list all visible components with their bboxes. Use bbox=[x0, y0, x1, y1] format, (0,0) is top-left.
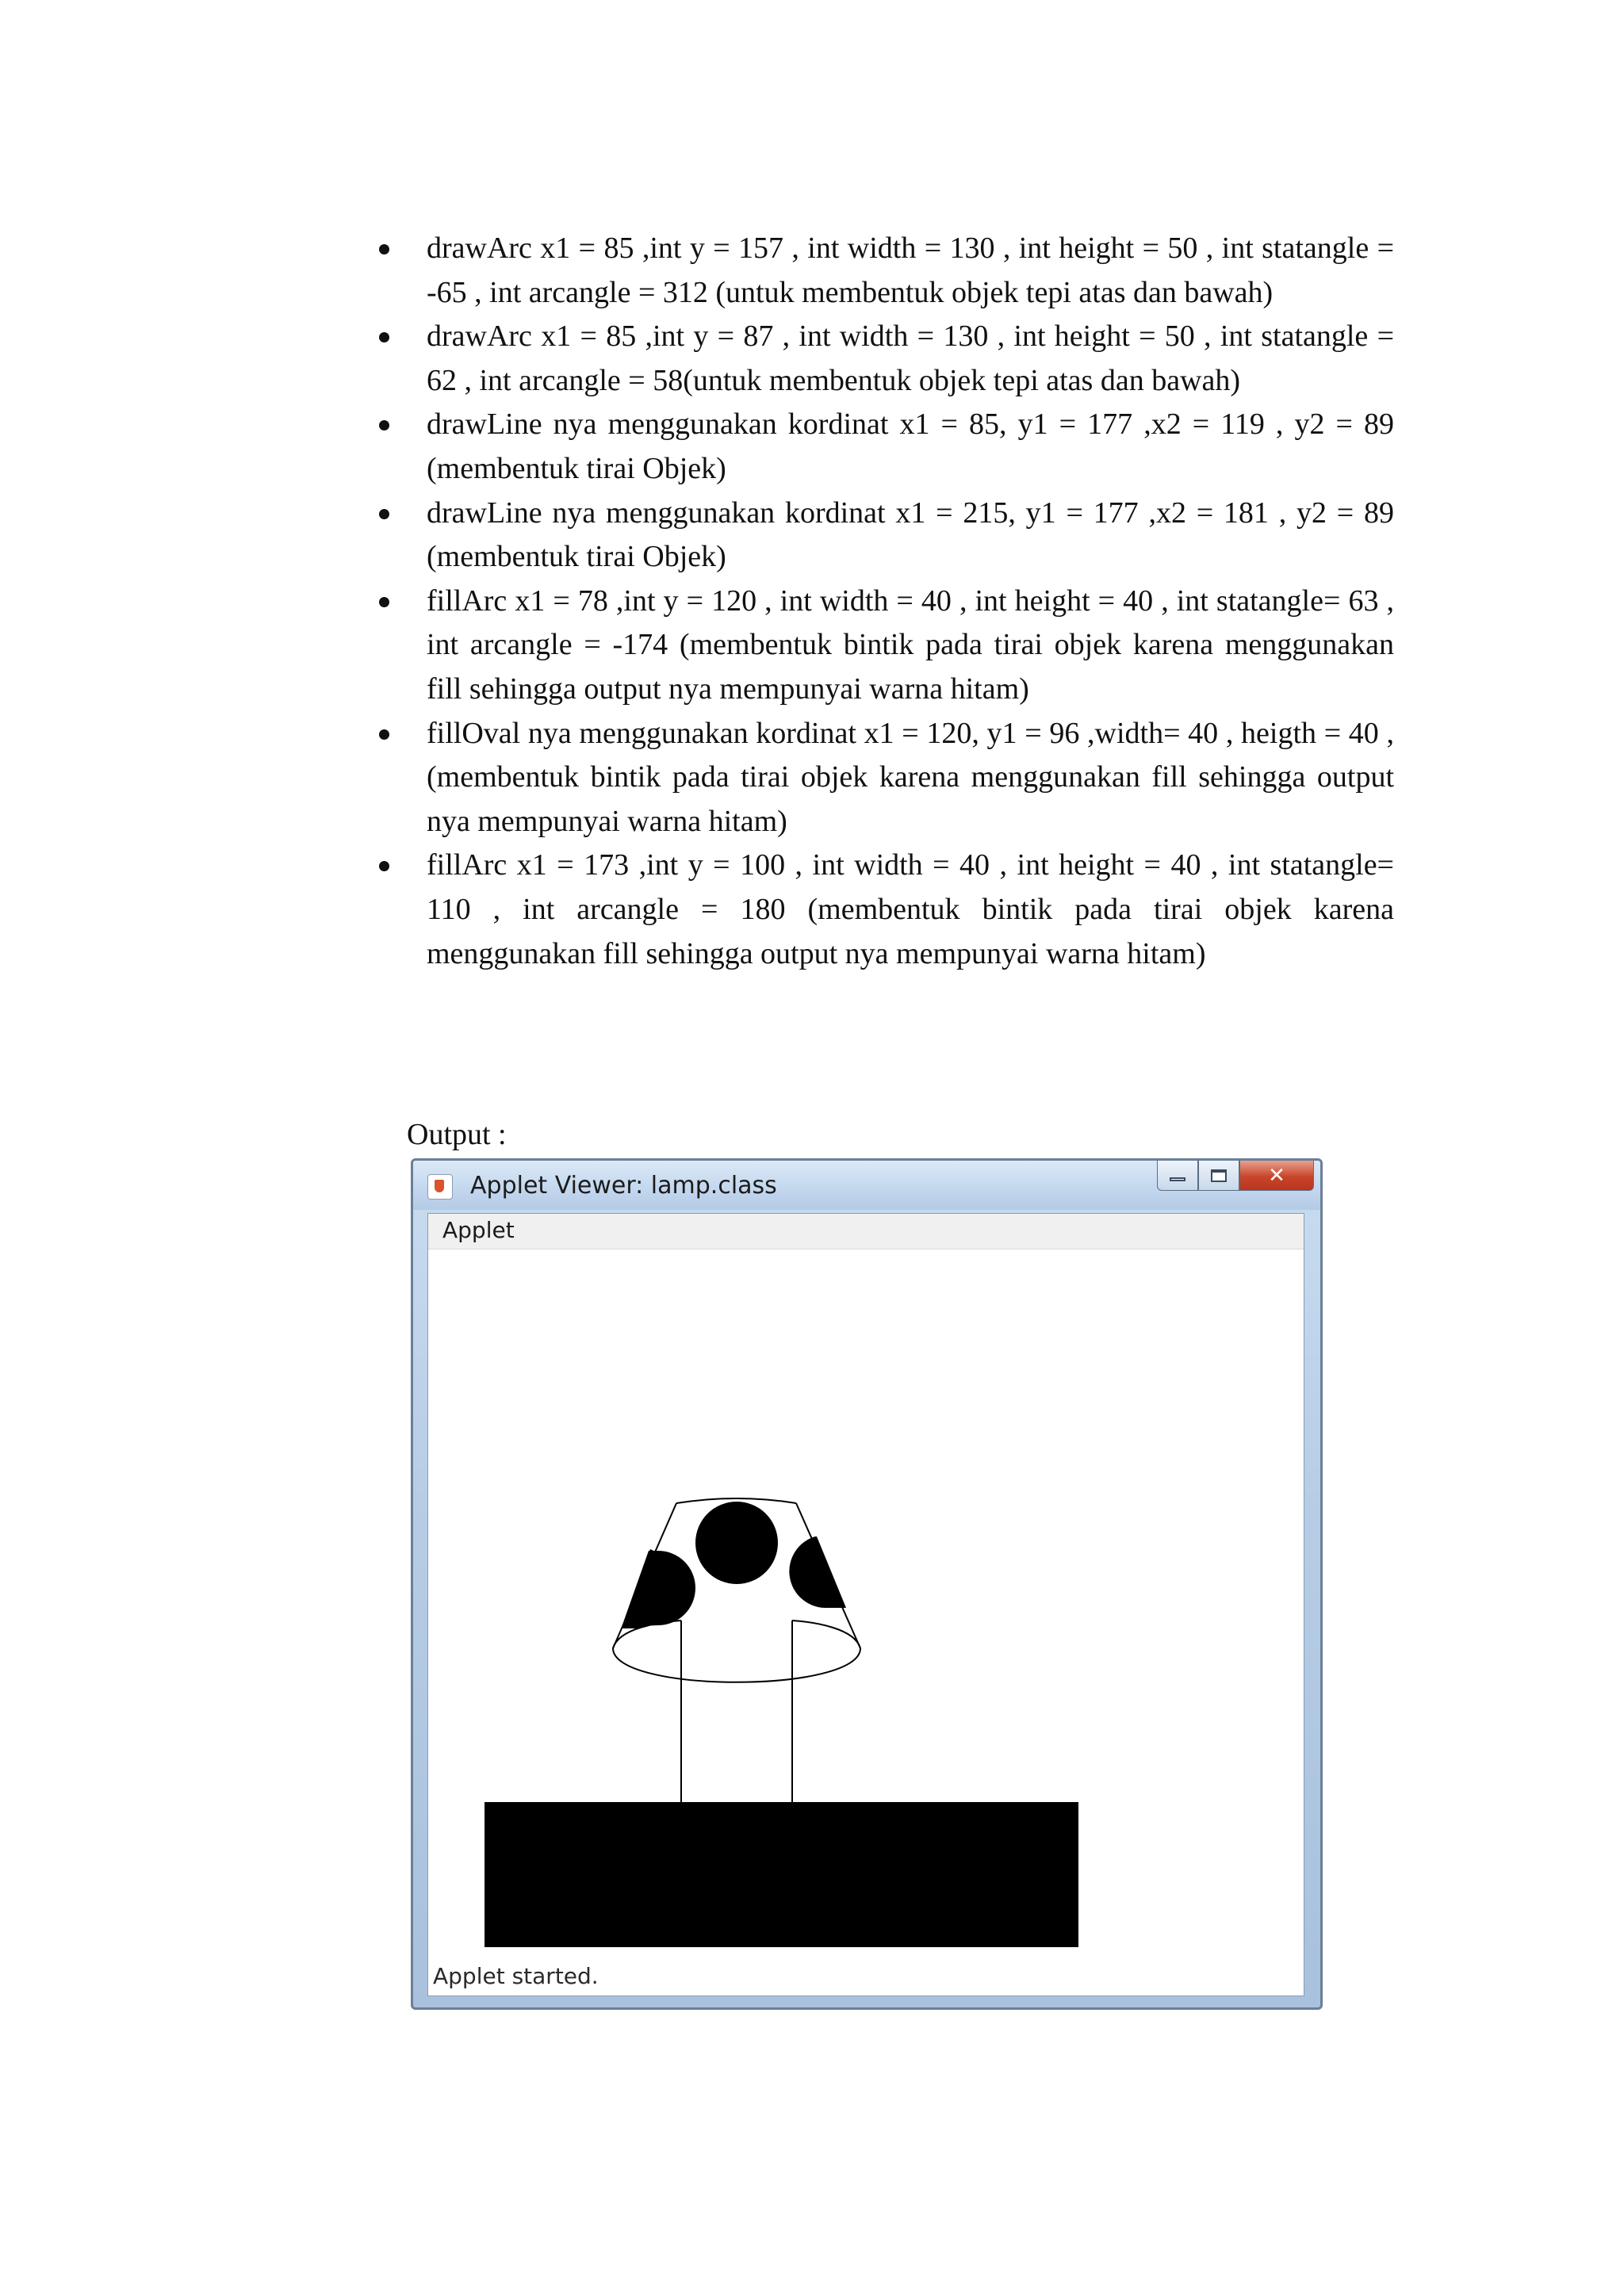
bullet-text: drawLine nya menggunakan kordinat x1 = 85, y1 = 177 ,x2 = 119 , y2 = 89 (membentuk tirai Objek) bbox=[427, 408, 1394, 485]
bullet-text: drawLine nya menggunakan kordinat x1 = 215, y1 = 177 ,x2 = 181 , y2 = 89 (membentuk tirai Objek) bbox=[427, 496, 1394, 574]
lamp-shade-left-dot-fill bbox=[622, 1551, 695, 1627]
window-title: Applet Viewer: lamp.class bbox=[470, 1172, 777, 1200]
bullet-dot-icon bbox=[379, 332, 389, 342]
applet-client-area bbox=[427, 1213, 1304, 1996]
bullet-dot-icon bbox=[379, 861, 389, 871]
maximize-button[interactable] bbox=[1198, 1161, 1239, 1191]
bullet-dot-icon bbox=[379, 729, 389, 740]
java-cup-icon bbox=[427, 1174, 453, 1200]
applet-viewer-window bbox=[411, 1158, 1323, 2010]
bullet-list bbox=[379, 227, 1394, 976]
lamp-shade-center-dot bbox=[695, 1502, 778, 1584]
lamp-shade-right-dot bbox=[789, 1536, 846, 1608]
bullet-item bbox=[379, 403, 1394, 491]
lamp-base-rect bbox=[485, 1802, 1078, 1947]
bullet-text: drawArc x1 = 85 ,int y = 157 , int width = 130 , int height = 50 , int statangle = -65 , int arcangle = 312 (untuk membentuk objek tepi atas dan bawah) bbox=[427, 232, 1394, 309]
window-controls bbox=[1157, 1161, 1314, 1196]
bullet-item bbox=[379, 712, 1394, 844]
bullet-dot-icon bbox=[379, 509, 389, 519]
bullet-dot-icon bbox=[379, 244, 389, 254]
lamp-shade-bottom-arc bbox=[613, 1648, 860, 1682]
bullet-item bbox=[379, 315, 1394, 403]
maximize-icon bbox=[1211, 1169, 1227, 1182]
menu-bar bbox=[428, 1214, 1304, 1249]
bullet-item bbox=[379, 492, 1394, 580]
applet-canvas bbox=[428, 1249, 1304, 1947]
bullet-text: fillArc x1 = 173 ,int y = 100 , int width = 40 , int height = 40 , int statangle= 110 , int arcangle = 180 (membentuk bintik pada tirai objek karena menggunakan fill sehingga output nya mempunyai warna hitam) bbox=[427, 848, 1394, 970]
bullet-text: fillOval nya menggunakan kordinat x1 = 120, y1 = 96 ,width= 40 , heigth = 40 , (membentuk bintik pada tirai objek karena menggunakan fill sehingga output nya mempunyai warna hitam) bbox=[427, 716, 1394, 838]
bullet-dot-icon bbox=[379, 597, 389, 607]
window-titlebar[interactable] bbox=[413, 1161, 1320, 1210]
bullet-dot-icon bbox=[379, 420, 389, 430]
bullet-text: fillArc x1 = 78 ,int y = 120 , int width = 40 , int height = 40 , int statangle= 63 , int arcangle = -174 (membentuk bintik pada tirai objek karena menggunakan fill sehingga output nya mempunyai warna hitam) bbox=[427, 584, 1394, 706]
bullet-item bbox=[379, 844, 1394, 976]
bullet-item bbox=[379, 580, 1394, 712]
status-bar: Applet started. bbox=[433, 1963, 599, 1989]
close-icon: ✕ bbox=[1268, 1163, 1285, 1188]
minimize-icon bbox=[1170, 1177, 1185, 1181]
menu-applet[interactable]: Applet bbox=[442, 1217, 515, 1243]
output-label: Output : bbox=[407, 1118, 507, 1151]
minimize-button[interactable] bbox=[1157, 1161, 1198, 1191]
close-button[interactable] bbox=[1239, 1161, 1314, 1191]
bullet-item bbox=[379, 227, 1394, 315]
bullet-text: drawArc x1 = 85 ,int y = 87 , int width = 130 , int height = 50 , int statangle = 62 , int arcangle = 58(untuk membentuk objek tepi atas dan bawah) bbox=[427, 320, 1394, 397]
